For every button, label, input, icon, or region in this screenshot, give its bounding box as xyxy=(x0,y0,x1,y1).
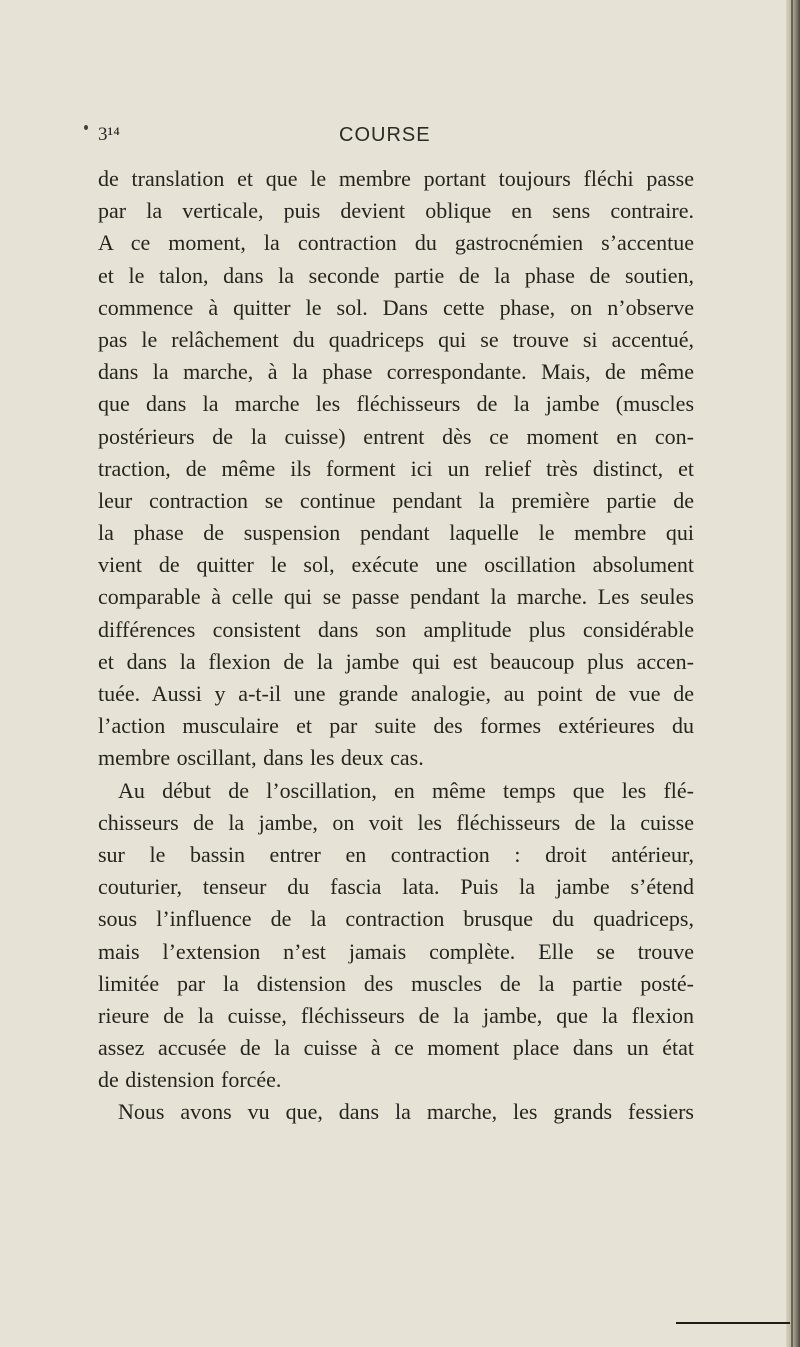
text-line: et le talon, dans la seconde partie de la phase de soutien, xyxy=(98,262,694,288)
text-line: l’action musculaire et par suite des formes extérieures du xyxy=(98,713,694,739)
text-line: que dans la marche les fléchisseurs de la jambe (muscles xyxy=(98,391,694,417)
text-line: tuée. Aussi y a-t-il une grande analogie, au point de vue de xyxy=(98,681,694,706)
text-line: par la verticale, puis devient oblique en sens contraire. xyxy=(98,198,694,224)
text-line: Nous avons vu que, dans la marche, les grands fessiers xyxy=(118,1099,694,1125)
text-line: couturier, tenseur du fascia lata. Puis la jambe s’étend xyxy=(98,874,694,900)
text-line: dans la marche, à la phase correspondante. Mais, de même xyxy=(98,359,694,385)
text-line: pas le relâchement du quadriceps qui se trouve si accentué, xyxy=(98,326,694,352)
text-line: chisseurs de la jambe, on voit les fléchisseurs de la cuisse xyxy=(98,809,694,835)
text-line: sous l’influence de la contraction brusque du quadriceps, xyxy=(98,906,694,932)
text-line: leur contraction se continue pendant la première partie de xyxy=(98,487,694,513)
text-line: la phase de suspension pendant laquelle le membre qui xyxy=(98,520,694,546)
page-edge-shadow xyxy=(786,0,800,1347)
text-line: et dans la flexion de la jambe qui est beaucoup plus accen- xyxy=(98,648,694,674)
text-line: A ce moment, la contraction du gastrocnémien s’accentue xyxy=(98,230,694,256)
text-line: Au début de l’oscillation, en même temps que les flé- xyxy=(118,777,694,803)
text-line: membre oscillant, dans les deux cas. xyxy=(98,745,424,771)
text-line: traction, de même ils forment ici un relief très distinct, et xyxy=(98,455,694,481)
text-line: commence à quitter le sol. Dans cette phase, on n’observe xyxy=(98,294,694,320)
text-line: rieure de la cuisse, fléchisseurs de la jambe, que la flexion xyxy=(98,1002,694,1028)
body-text xyxy=(98,163,694,1129)
text-line: mais l’extension n’est jamais complète. Elle se trouve xyxy=(98,938,694,964)
text-line: vient de quitter le sol, exécute une oscillation absolument xyxy=(98,552,694,578)
text-line: de translation et que le membre portant toujours fléchi passe xyxy=(98,166,694,191)
text-line: limitée par la distension des muscles de la partie posté- xyxy=(98,970,694,996)
text-line: de distension forcée. xyxy=(98,1067,282,1093)
ink-speck xyxy=(84,125,88,130)
bottom-edge-rule xyxy=(676,1322,790,1324)
running-title: COURSE xyxy=(339,124,431,146)
text-line: différences consistent dans son amplitude plus considérable xyxy=(98,616,694,642)
page-number: 3¹⁴ xyxy=(98,124,120,145)
text-line: postérieurs de la cuisse) entrent dès ce moment en con- xyxy=(98,423,694,449)
text-line: assez accusée de la cuisse à ce moment place dans un état xyxy=(98,1035,694,1061)
text-line: sur le bassin entrer en contraction : droit antérieur, xyxy=(98,841,694,867)
running-header xyxy=(98,124,658,152)
text-line: comparable à celle qui se passe pendant la marche. Les seules xyxy=(98,584,694,610)
